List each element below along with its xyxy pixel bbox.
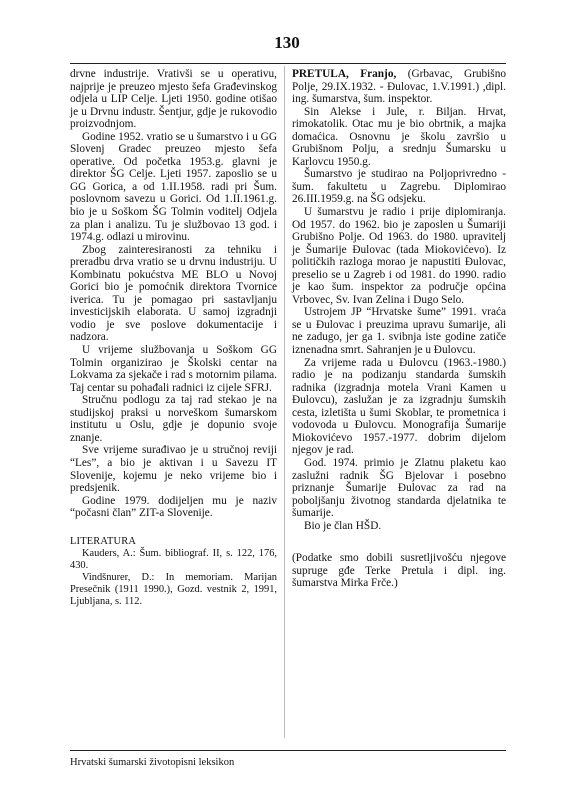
page-number: 130	[274, 33, 300, 52]
footer-text: Hrvatski šumarski životopisni leksikon	[70, 757, 235, 768]
paragraph: drvne industrije. Vrativši se u operativu, najprije je preuzeo mjesto šefa Građevinskog odjela u LIP Celje. Ljeti 1950. godine otišao je u Drvnu industr. Šentjur, gdje je rukovodio proizvodnjom.	[70, 68, 277, 131]
paragraph: Sin Alekse i Jule, r. Biljan. Hrvat, rimokatolik. Otac mu je bio obrtnik, a majka domaćica. Osnovnu je školu završio u Grubišnom Polju, a srednju Šumarsku u Karlovcu 1950.g.	[292, 105, 506, 168]
paragraph: Šumarstvo je studirao na Poljoprivredno - šum. fakultetu u Zagrebu. Diplomirao 26.III.1959.g. na ŠG odsjeku.	[292, 168, 506, 206]
paragraph: Stručnu podlogu za taj rad stekao je na studijskoj praksi u norveškom šumarskom institutu u Oslu, gdje je dopunio svoje znanje.	[70, 394, 277, 444]
paragraph: Ustrojem JP “Hrvatske šume” 1991. vraća se u Đulovac i preuzima upravu šumarije, ali ne zadugo, jer ga 1. svibnja iste godine zatiče iznenadna smrt. Sahranjen je u Đulovcu.	[292, 306, 506, 357]
literature-item: Vindšnurer, D.: In memoriam. Marijan Presečnik (1911 1990.), Gozd. vestnik 2, 1991, Ljubljana, s. 112.	[70, 572, 277, 608]
column-divider	[284, 66, 285, 738]
paragraph: U šumarstvu je radio i prije diplomiranja. Od 1957. do 1962. bio je zaposlen u Šumariji Grubišno Polje. Od 1963. do 1980. upravitelj je Šumarije Đulovac (tada Miokovićevo). Iz političkih razloga morao je napustiti Đulovac, preselio se u Zagreb i od 1981. do 1990. radio je kao šum. inspektor za područje općina Vrbovec, Sv. Ivan Zelina i Dugo Selo.	[292, 206, 506, 306]
entry-heading	[292, 68, 506, 106]
header-rule	[70, 63, 506, 64]
paragraph: Zbog zainteresiranosti za tehniku i preradbu drva vratio se u drvnu industriju. U Kombinatu pokućstva ME BLO u Novoj Gorici bio je pomoćnik direktora Tvornice iverica. Tu je pomagao pri sastavljanju investicijskih elaborata. U samoj izgradnji vodio je sve poslove dokumentacije i nadzora.	[70, 243, 277, 344]
literature-item: Kauders, A.: Šum. bibliograf. II, s. 122, 176, 430.	[70, 548, 277, 572]
paragraph: God. 1974. primio je Zlatnu plaketu kao zaslužni radnik ŠG Bjelovar i posebno priznanje Šumarije Đulovac za rad na poboljšanju životnog standarda djelatnika te šumarije.	[292, 456, 506, 520]
source-note: (Podatke smo dobili susretljivošću njegove supruge gđe Terke Pretula i dipl. ing. šumarstva Mirka Frče.)	[292, 552, 506, 590]
entry-details: (Grbavac, Grubišno Polje, 29.IX.1932. - Đulovac, 1.V.1991.) ,dipl. ing. šumarstva, šum. inspektor.	[292, 68, 506, 106]
paragraph: Sve vrijeme surađivao je u stručnoj reviji “Les”, a bio je aktivan i u Savezu IT Slovenije, kojemu je neko vrijeme bio i predsjenik.	[70, 444, 277, 495]
footer-rule	[70, 750, 506, 751]
paragraph: Godine 1952. vratio se u šumarstvo i u GG Slovenj Gradec preuzeo mjesto šefa operative. Od početka 1953.g. glavni je direktor ŠG Celje. Ljeti 1957. zaposlio se u GG Gorica, a od 1.II.1958. radi pri Šum. poslovnom savezu u Gorici. Od 1.II.1961.g. bio je u Soškom ŠG Tolmin voditelj Odjela za plan i analizu. Tu je službovao 13 god. i 1974.g. odlazi u mirovinu.	[70, 130, 277, 244]
paragraph: Bio je član HŠD.	[304, 519, 382, 532]
right-column	[292, 68, 506, 590]
left-column	[70, 68, 277, 608]
paragraph: Za vrijeme rada u Đulovcu (1963.-1980.) radio je na podizanju standarda šumskih radnika (izgradnja motela Vrani Kamen u Đulovcu), zaslužan je za izgradnju šumskih cesta, izletišta u šumi Skoblar, te prometnica i vodovoda u Đulovcu. Monografija Šumarije Miokovićevo 1957.-1977. dobrim dijelom njegov je rad.	[292, 356, 506, 457]
paragraph: U vrijeme službovanja u Soškom GG Tolmin organizirao je Školski centar na Lokvama za sjekače i rad s motornim pilama. Taj centar su pohađali radnici iz cijele SFRJ.	[70, 344, 277, 394]
literature-heading: LITERATURA	[70, 535, 137, 547]
paragraph: Godine 1979. dodijeljen mu je naziv “počasni član” ZIT-a Slovenije.	[70, 494, 277, 520]
entry-name: PRETULA, Franjo,	[292, 68, 397, 80]
